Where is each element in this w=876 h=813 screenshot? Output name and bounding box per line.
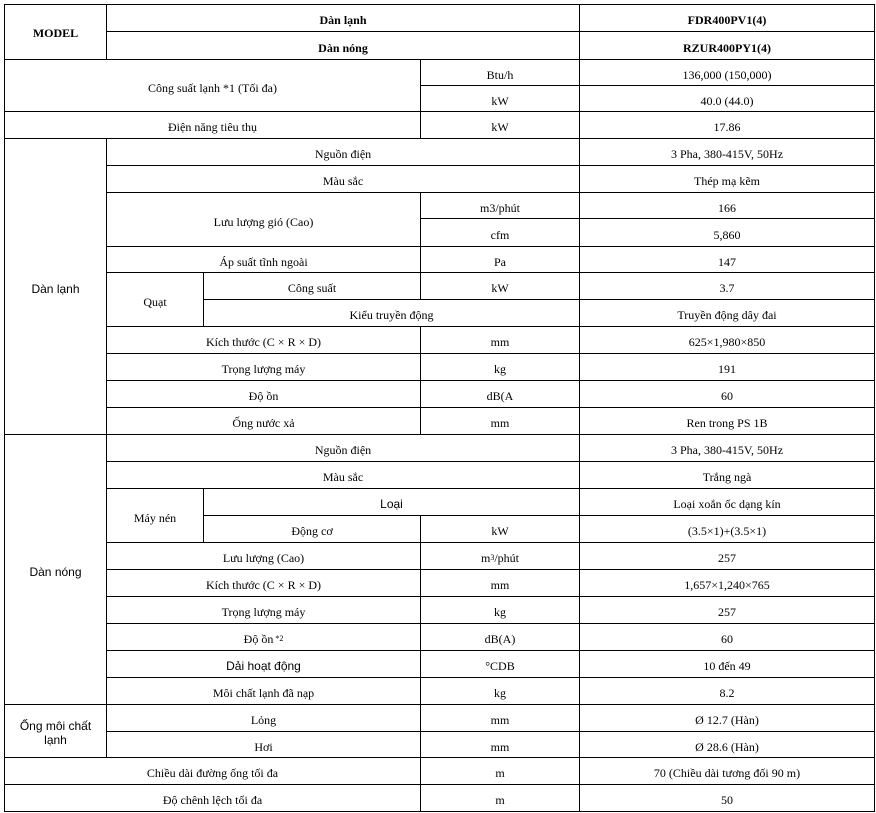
max-pipe-length-unit: m: [495, 766, 505, 780]
indoor-color-value: Thép mạ kẽm: [694, 174, 760, 188]
max-height-diff-label: Độ chênh lệch tối đa: [162, 793, 263, 807]
outdoor-noise-unit: dB(A): [484, 632, 516, 646]
drain-pipe-unit: mm: [490, 416, 510, 430]
gas-pipe-value: Ø 28.6 (Hàn): [695, 739, 759, 754]
operating-range-value: 10 đến 49: [703, 659, 751, 673]
indoor-dimensions-unit: mm: [490, 335, 510, 349]
refrigerant-charge-label: Môi chất lạnh đã nạp: [212, 686, 315, 700]
power-consumption-unit: kW: [491, 120, 509, 134]
compressor-type-label: Loại: [380, 497, 403, 511]
outdoor-color-label: Màu sắc: [322, 470, 364, 484]
outdoor-airflow-label: Lưu lượng (Cao): [222, 551, 305, 565]
operating-range-unit: °CDB: [485, 659, 515, 673]
model-label: MODEL: [32, 26, 79, 40]
indoor-airflow-value-m3: 166: [718, 200, 736, 215]
outdoor-airflow-unit-main: m: [480, 551, 491, 565]
indoor-noise-value: 60: [721, 389, 733, 403]
indoor-noise-unit: dB(A: [486, 389, 514, 403]
operating-range-label: Dải hoạt động: [226, 659, 301, 673]
max-pipe-length-label: Chiều dài đường ống tối đa: [146, 766, 279, 780]
indoor-unit-label: Dàn lạnh: [319, 13, 367, 27]
outdoor-color-value: Trắng ngà: [702, 470, 752, 484]
outdoor-weight-label: Trọng lượng máy: [221, 605, 306, 619]
indoor-weight-value: 191: [718, 362, 736, 376]
compressor-type-value: Loại xoắn ốc dạng kín: [673, 497, 781, 511]
indoor-esp-label: Áp suất tĩnh ngoài: [219, 254, 308, 269]
indoor-noise-label: Độ ồn: [248, 389, 279, 403]
compressor-motor-value: (3.5×1)+(3.5×1): [687, 524, 767, 538]
indoor-color-label: Màu sắc: [322, 174, 364, 188]
fan-output-value: 3.7: [719, 281, 735, 295]
liquid-pipe-value: Ø 12.7 (Hàn): [695, 713, 759, 727]
piping-group-label: Ống môi chất lạnh: [19, 719, 92, 747]
fan-output-unit: kW: [491, 281, 509, 295]
outdoor-airflow-unit: m 3 /phút: [480, 551, 519, 565]
outdoor-airflow-unit-rest: /phút: [494, 551, 519, 565]
power-consumption-value: 17.86: [713, 120, 741, 134]
outdoor-weight-unit: kg: [494, 605, 506, 619]
outdoor-airflow-value: 257: [718, 551, 736, 565]
cooling-capacity-value-btu: 136,000 (150,000): [682, 67, 772, 82]
max-height-diff-value: 50: [721, 793, 733, 807]
outdoor-group-label: Dàn nóng: [29, 564, 82, 579]
outdoor-weight-value: 257: [718, 605, 736, 619]
indoor-model: FDR400PV1(4): [687, 13, 767, 27]
max-pipe-length-value: 70 (Chiều dài tương đối 90 m): [653, 766, 801, 780]
power-consumption-label: Điện năng tiêu thụ: [168, 120, 257, 134]
indoor-esp-value: 147: [718, 254, 736, 269]
indoor-dimensions-value: 625×1,980×850: [688, 335, 766, 349]
gas-pipe-unit: mm: [490, 739, 510, 754]
compressor-motor-label: Động cơ: [291, 524, 333, 538]
indoor-weight-unit: kg: [494, 362, 506, 376]
outdoor-power-source-label: Nguồn điện: [314, 443, 372, 457]
outdoor-model: RZUR400PY1(4): [683, 40, 771, 55]
cooling-capacity-unit-btu: Btu/h: [486, 67, 514, 82]
liquid-pipe-unit: mm: [490, 713, 510, 727]
outdoor-noise-value: 60: [721, 632, 733, 646]
indoor-power-source-label: Nguồn điện: [314, 147, 372, 161]
fan-label: Quạt: [143, 294, 167, 309]
outdoor-unit-label: Dàn nóng: [318, 40, 368, 55]
outdoor-power-source-value: 3 Pha, 380-415V, 50Hz: [670, 443, 784, 457]
drain-pipe-label: Ống nước xả: [232, 416, 295, 430]
indoor-weight-label: Trọng lượng máy: [221, 362, 306, 376]
max-height-diff-unit: m: [495, 793, 505, 807]
drain-pipe-value: Ren trong PS 1B: [686, 416, 768, 430]
cooling-capacity-unit-kw: kW: [491, 93, 509, 108]
outdoor-dimensions-value: 1,657×1,240×765: [684, 578, 770, 592]
indoor-group-label: Dàn lạnh: [31, 281, 80, 296]
fan-drive-label: Kiểu truyền động: [349, 308, 434, 322]
cooling-capacity-label: Công suất lạnh *1 (Tối đa): [148, 80, 277, 95]
outdoor-dimensions-label: Kích thước (C × R × D): [205, 578, 322, 592]
indoor-esp-unit: Pa: [494, 254, 506, 269]
outdoor-noise-label: Độ ồn: [243, 632, 274, 646]
indoor-airflow-value-cfm: 5,860: [713, 227, 741, 242]
compressor-label: Máy nén: [133, 510, 177, 525]
indoor-airflow-unit-cfm: cfm: [490, 227, 510, 242]
indoor-power-source-value: 3 Pha, 380-415V, 50Hz: [670, 147, 784, 161]
cooling-capacity-value-kw: 40.0 (44.0): [700, 93, 754, 108]
indoor-dimensions-label: Kích thước (C × R × D): [205, 335, 322, 349]
liquid-pipe-label: Lỏng: [250, 713, 277, 727]
gas-pipe-label: Hơi: [254, 739, 273, 754]
refrigerant-charge-unit: kg: [494, 686, 506, 700]
fan-drive-value: Truyền động dây đai: [677, 308, 777, 322]
fan-output-label: Công suất: [287, 281, 337, 295]
indoor-airflow-label: Lưu lượng gió (Cao): [213, 214, 314, 229]
compressor-motor-unit: kW: [491, 524, 509, 538]
refrigerant-charge-value: 8.2: [719, 686, 735, 700]
outdoor-noise-label-cell: Độ ồn *2: [243, 632, 284, 646]
indoor-airflow-unit-m3: m3/phút: [479, 200, 520, 215]
outdoor-dimensions-unit: mm: [490, 578, 510, 592]
